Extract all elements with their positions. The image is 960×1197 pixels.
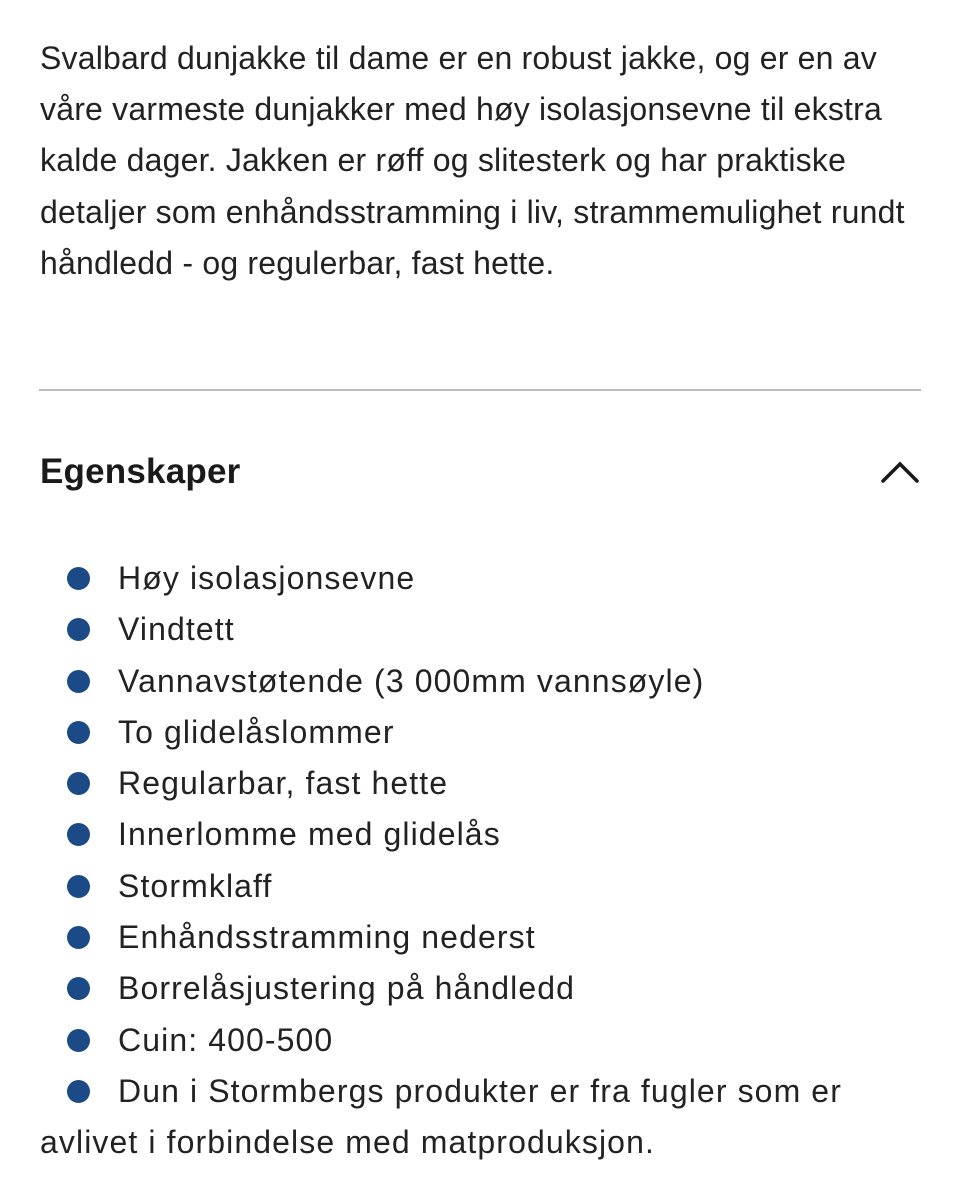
chevron-up-icon[interactable] xyxy=(880,458,920,486)
product-description: Svalbard dunjakke til dame er en robust jakke, og er en av våre varmeste dunjakker med høy isolasjonsevne til ekstra kalde dager. Jakken er røff og slitesterk og har praktiske detaljer som enhåndsstramming i liv, strammemulighet rundt håndledd - og regulerbar, fast hette. xyxy=(40,40,905,281)
bullet-icon xyxy=(67,567,90,590)
list-item xyxy=(40,1066,920,1169)
list-item xyxy=(40,553,920,604)
list-item-label: Enhåndsstramming nederst xyxy=(118,919,536,956)
bullet-icon xyxy=(67,772,90,795)
section-divider xyxy=(39,389,921,391)
list-item-label: Høy isolasjonsevne xyxy=(118,560,416,596)
bullet-icon xyxy=(67,670,90,693)
list-item-label: Vindtett xyxy=(118,611,235,648)
properties-section-title: Egenskaper xyxy=(40,452,241,491)
bullet-icon xyxy=(67,618,90,641)
list-item-label: Stormklaff xyxy=(118,867,273,904)
list-item xyxy=(40,963,920,1014)
list-item-label: Cuin: 400-500 xyxy=(118,1021,334,1058)
list-item-label: Dun i Stormbergs produkter er fra fugler som er avlivet i forbindelse med matproduksjon. xyxy=(40,1072,842,1161)
list-item-label: Borrelåsjustering på håndledd xyxy=(118,970,576,1007)
bullet-icon xyxy=(67,1029,90,1052)
bullet-icon xyxy=(67,721,90,744)
properties-list xyxy=(40,553,920,1169)
list-item xyxy=(40,861,920,912)
bullet-icon xyxy=(67,823,90,846)
properties-accordion-header[interactable] xyxy=(40,444,920,500)
bullet-icon xyxy=(67,926,90,949)
list-item xyxy=(40,1015,920,1066)
list-item xyxy=(40,758,920,809)
list-item-label: To glidelåslommer xyxy=(118,713,395,750)
list-item xyxy=(40,912,920,963)
list-item xyxy=(40,604,920,655)
list-item-label: Vannavstøtende (3 000mm vannsøyle) xyxy=(118,662,705,699)
list-item xyxy=(40,656,920,707)
bullet-icon xyxy=(67,1080,90,1103)
bullet-icon xyxy=(67,977,90,1000)
list-item-label: Innerlomme med glidelås xyxy=(118,816,501,853)
bullet-icon xyxy=(67,875,90,898)
list-item-label: Regularbar, fast hette xyxy=(118,765,449,802)
list-item xyxy=(40,707,920,758)
list-item xyxy=(40,809,920,860)
